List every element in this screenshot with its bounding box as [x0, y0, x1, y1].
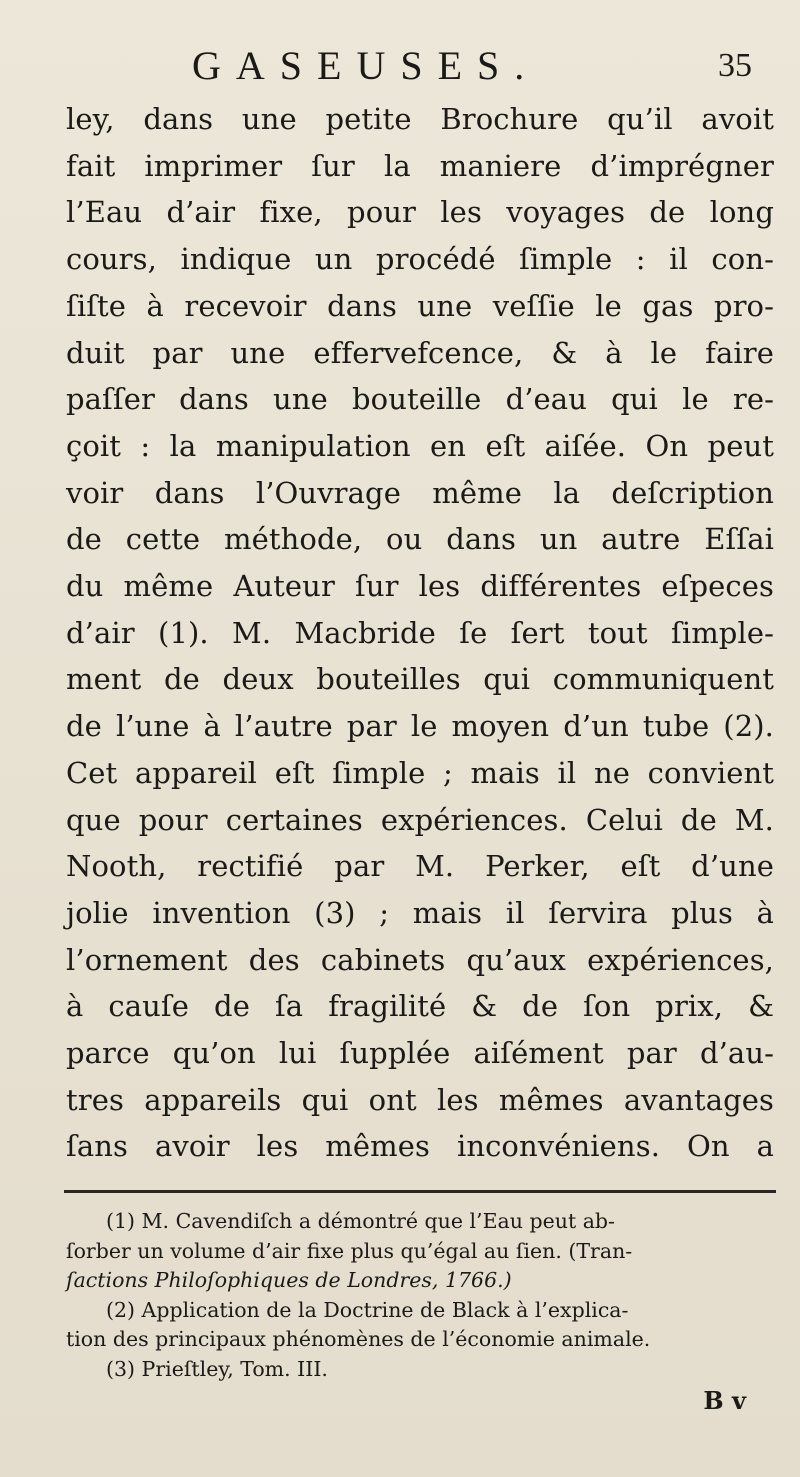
text-line: Cet appareil eſt ſimple ; mais il ne convient	[66, 755, 774, 790]
text-line: l’ornement des cabinets qu’aux expériences,	[66, 942, 774, 977]
catchword: B v	[703, 1386, 746, 1416]
running-head	[66, 44, 774, 88]
text-line: ment de deux bouteilles qui communiquent	[66, 662, 774, 697]
text-line: cours, indique un procédé ſimple : il con-	[66, 242, 774, 277]
text-line: duit par une effervefcence, & à le faire	[66, 335, 774, 370]
text-line: Nooth, rectifié par M. Perker, eſt d’une	[66, 849, 774, 884]
footnote-line: tion des principaux phénomènes de l’économie animale.	[66, 1327, 651, 1352]
text-line: l’Eau d’air fixe, pour les voyages de long	[66, 195, 774, 230]
footnotes	[66, 1207, 774, 1416]
body-text	[66, 96, 774, 1170]
footnote-line: (2) Application de la Doctrine de Black à l’explica-	[106, 1297, 629, 1322]
footnote-line: ſorber un volume d’air fixe plus qu’égal au ſien. (Tran-	[66, 1238, 633, 1263]
text-line: jolie invention (3) ; mais il ſervira plus à	[66, 895, 774, 930]
footnote-line: (3) Prieſtley, Tom. III.	[106, 1356, 328, 1381]
text-line: ley, dans une petite Brochure qu’il avoit	[66, 102, 774, 136]
running-title: GASEUSES.	[192, 43, 540, 88]
text-line: tres appareils qui ont les mêmes avantages	[66, 1082, 774, 1117]
footnote-line: (1) M. Cavendiſch a démontré que l’Eau peut ab-	[106, 1209, 615, 1234]
text-line: paſſer dans une bouteille d’eau qui le re-	[66, 382, 774, 417]
text-line: que pour certaines expériences. Celui de M.	[66, 802, 774, 837]
text-line: fait imprimer ſur la maniere d’imprégner	[66, 148, 774, 183]
text-line: à cauſe de ſa fragilité & de ſon prix, &	[66, 989, 774, 1024]
page-number: 35	[718, 47, 752, 84]
text-line: du même Auteur ſur les différentes eſpeces	[66, 569, 774, 604]
text-line: ſans avoir les mêmes inconvéniens. On a	[66, 1129, 774, 1164]
text-line: çoit : la manipulation en eſt aiſée. On peut	[66, 428, 774, 463]
text-line: parce qu’on lui ſupplée aiſément par d’au-	[66, 1036, 774, 1071]
text-line: de cette méthode, ou dans un autre Eſſai	[66, 522, 774, 557]
text-line: ſiſte à recevoir dans une veſſie le gas pro-	[66, 288, 774, 323]
text-line: de l’une à l’autre par le moyen d’un tube (2).	[66, 709, 774, 744]
footnote-separator-rule	[64, 1190, 776, 1193]
text-line: voir dans l’Ouvrage même la deſcription	[66, 475, 774, 510]
footnote-line: ſactions Philoſophiques de Londres, 1766.)	[66, 1268, 512, 1293]
text-line: d’air (1). M. Macbride ſe ſert tout ſimple-	[66, 615, 774, 650]
